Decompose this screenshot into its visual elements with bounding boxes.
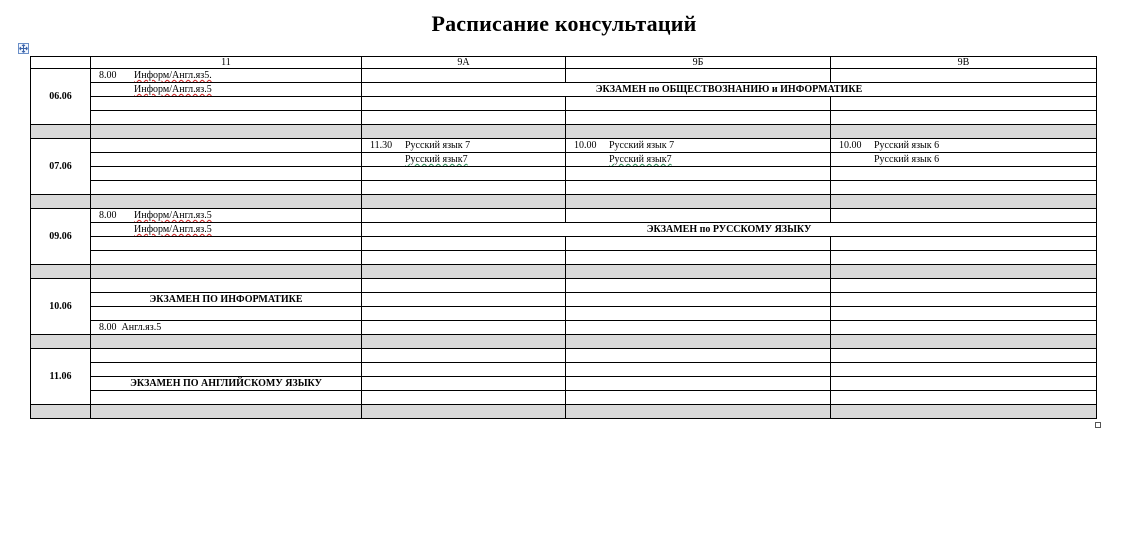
table-row [31,377,1097,391]
lesson-subject: Русский язык 6 [874,154,940,165]
cell-9v[interactable] [831,363,1097,377]
cell-9v[interactable] [831,293,1097,307]
separator-cell [566,125,831,139]
cell-11[interactable] [91,307,362,321]
cell-11[interactable] [91,251,362,265]
cell-9b[interactable] [566,321,831,335]
exam-cell[interactable]: ЭКЗАМЕН по ОБЩЕСТВОЗНАНИЮ и ИНФОРМАТИКЕ [362,83,1097,97]
cell-9v[interactable] [831,69,1097,83]
lesson-subject: Информ/Англ.яз.5 [134,84,212,95]
separator-cell [91,335,362,349]
cell-9v[interactable] [831,181,1097,195]
separator-cell [566,265,831,279]
cell-9v[interactable] [831,321,1097,335]
separator-cell [362,125,566,139]
lesson-time: 11.30 [370,140,393,151]
table-row [31,251,1097,265]
cell-11[interactable] [91,391,362,405]
cell-9v[interactable] [831,167,1097,181]
cell-9v[interactable] [831,251,1097,265]
table-move-handle-icon[interactable] [18,43,29,54]
separator-row [31,265,1097,279]
cell-9a[interactable] [362,97,566,111]
cell-9a[interactable] [362,279,566,293]
exam-cell[interactable]: ЭКЗАМЕН ПО АНГЛИЙСКОМУ ЯЗЫКУ [91,377,362,391]
cell-9a[interactable] [362,293,566,307]
separator-row [31,335,1097,349]
lesson-subject: Русский язык 7 [609,140,675,151]
cell-9a[interactable] [362,111,566,125]
lesson-subject: Русский язык 7 [405,140,471,151]
table-row [31,349,1097,363]
cell-9a[interactable] [362,181,566,195]
cell-9b[interactable] [566,391,831,405]
cell-9a[interactable] [362,209,566,223]
table-row [31,153,1097,167]
cell-9a[interactable] [362,377,566,391]
table-row [31,83,1097,97]
cell-9b[interactable] [566,97,831,111]
table-resize-handle[interactable] [1095,422,1101,428]
separator-cell [566,335,831,349]
separator-cell [91,195,362,209]
header-cell-9b: 9Б [566,57,831,69]
header-cell-9v: 9В [831,57,1097,69]
date-cell: 06.06 [31,69,91,125]
exam-cell[interactable]: ЭКЗАМЕН ПО ИНФОРМАТИКЕ [91,293,362,307]
cell-9v[interactable] [831,307,1097,321]
cell-9b[interactable] [566,139,831,153]
separator-row [31,195,1097,209]
cell-9a[interactable] [362,153,566,167]
table-row [31,293,1097,307]
separator-cell [31,195,91,209]
cell-9v[interactable] [831,209,1097,223]
separator-cell [831,195,1097,209]
separator-cell [566,195,831,209]
cell-9a[interactable] [362,237,566,251]
table-row [31,181,1097,195]
cell-9b[interactable] [566,237,831,251]
cell-9a[interactable] [362,139,566,153]
cell-9v[interactable] [831,139,1097,153]
cell-11[interactable] [91,97,362,111]
cell-9v[interactable] [831,237,1097,251]
header-cell-date [31,57,91,69]
table-row [31,69,1097,83]
cell-9a[interactable] [362,69,566,83]
separator-cell [831,265,1097,279]
cell-9b[interactable] [566,349,831,363]
cell-11[interactable] [91,349,362,363]
table-row [31,97,1097,111]
date-cell: 10.06 [31,279,91,335]
cell-11[interactable] [91,209,362,223]
cell-9b[interactable] [566,363,831,377]
table-row [31,363,1097,377]
table-header-row [31,57,1097,69]
cell-9b[interactable] [566,209,831,223]
cell-11[interactable] [91,69,362,83]
cell-11[interactable] [91,363,362,377]
cell-11[interactable] [91,279,362,293]
table-row [31,279,1097,293]
cell-9a[interactable] [362,349,566,363]
lesson-time: 10.00 [839,140,862,151]
cell-9v[interactable] [831,111,1097,125]
cell-9b[interactable] [566,293,831,307]
lesson-subject: Русский язык7 [609,154,672,165]
table-row [31,321,1097,335]
separator-cell [362,195,566,209]
table-row [31,391,1097,405]
table-row [31,111,1097,125]
separator-row [31,125,1097,139]
table-row [31,307,1097,321]
cell-11[interactable] [91,237,362,251]
table-row [31,237,1097,251]
separator-cell [31,265,91,279]
table-row [31,139,1097,153]
cell-11[interactable] [91,83,362,97]
cell-9b[interactable] [566,377,831,391]
lesson-subject: Информ/Англ.яз.5 [134,210,212,221]
cell-9b[interactable] [566,181,831,195]
separator-cell [31,125,91,139]
lesson-subject: Информ/Англ.яз5. [134,70,212,81]
lesson-entry: 8.00 Англ.яз.5 [99,322,162,333]
cell-9a[interactable] [362,251,566,265]
lesson-time: 10.00 [574,140,597,151]
table-row [31,167,1097,181]
cell-9a[interactable] [362,321,566,335]
date-cell: 09.06 [31,209,91,265]
header-cell-11: 11 [91,57,362,69]
cell-9v[interactable] [831,153,1097,167]
cell-9a[interactable] [362,363,566,377]
cell-9b[interactable] [566,111,831,125]
cell-9a[interactable] [362,167,566,181]
separator-cell [831,125,1097,139]
cell-9v[interactable] [831,377,1097,391]
lesson-time: 8.00 [99,210,117,221]
separator-cell [31,335,91,349]
cell-9b[interactable] [566,167,831,181]
cell-9v[interactable] [831,391,1097,405]
cell-9b[interactable] [566,307,831,321]
separator-cell [91,405,362,419]
cell-9b[interactable] [566,153,831,167]
cell-11[interactable] [91,223,362,237]
separator-cell [831,335,1097,349]
cell-11[interactable] [91,139,362,153]
separator-cell [91,265,362,279]
cell-11[interactable] [91,111,362,125]
table-row [31,223,1097,237]
page-title: Расписание консультаций [431,11,697,36]
lesson-subject: Русский язык 6 [874,140,940,151]
schedule-table [30,56,1097,419]
cell-11[interactable] [91,321,362,335]
cell-9v[interactable] [831,349,1097,363]
separator-cell [831,405,1097,419]
cell-9b[interactable] [566,279,831,293]
separator-row [31,405,1097,419]
cell-9v[interactable] [831,279,1097,293]
cell-11[interactable] [91,153,362,167]
cell-9a[interactable] [362,391,566,405]
lesson-subject: Русский язык7 [405,154,468,165]
header-cell-9a: 9А [362,57,566,69]
exam-cell[interactable]: ЭКЗАМЕН по РУССКОМУ ЯЗЫКУ [362,223,1097,237]
cell-9b[interactable] [566,251,831,265]
lesson-subject: Информ/Англ.яз.5 [134,224,212,235]
date-cell: 11.06 [31,349,91,405]
separator-cell [362,335,566,349]
separator-cell [31,405,91,419]
cell-11[interactable] [91,167,362,181]
table-row [31,209,1097,223]
cell-9a[interactable] [362,307,566,321]
separator-cell [362,265,566,279]
separator-cell [362,405,566,419]
cell-9b[interactable] [566,69,831,83]
cell-11[interactable] [91,181,362,195]
lesson-time: 8.00 [99,70,117,81]
separator-cell [91,125,362,139]
cell-9v[interactable] [831,97,1097,111]
date-cell: 07.06 [31,139,91,195]
separator-cell [566,405,831,419]
